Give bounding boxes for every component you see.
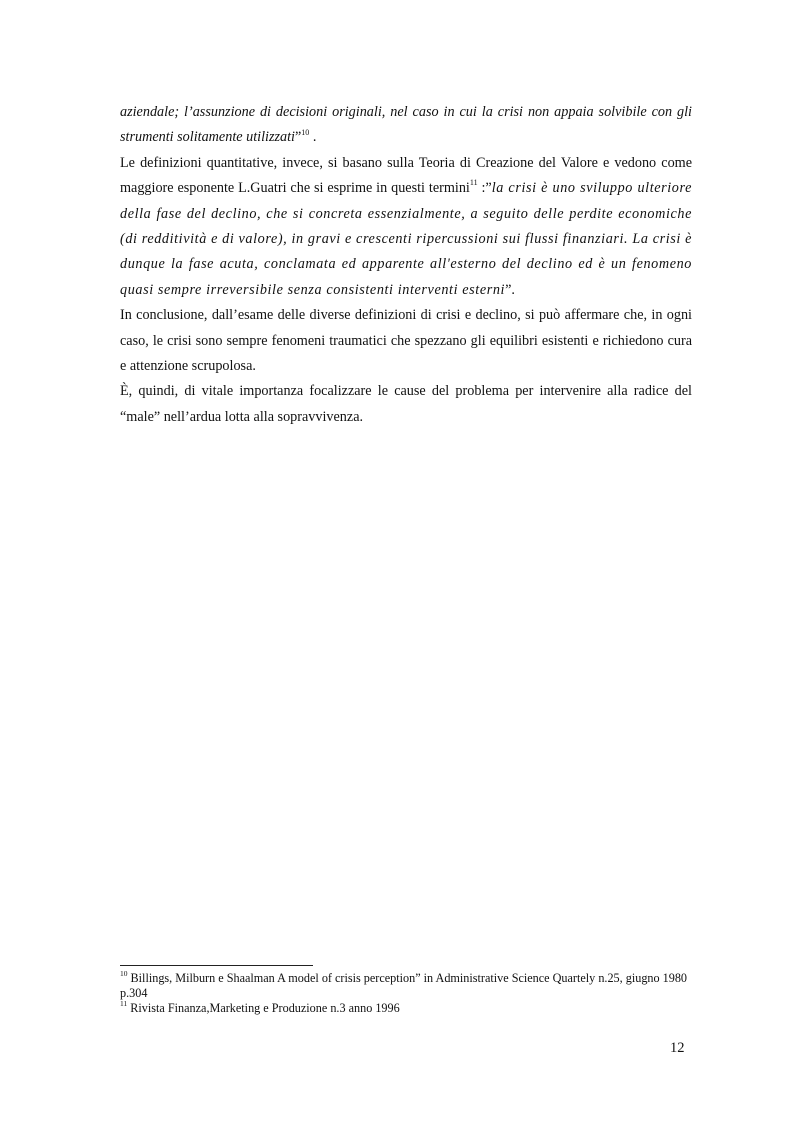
paragraph-2 xyxy=(120,151,692,303)
page-number: 12 xyxy=(670,1040,685,1056)
footnote-text: Rivista Finanza,Marketing e Produzione n.3 anno 1996 xyxy=(127,1001,400,1015)
footnote-text: Billings, Milburn e Shaalman A model of crisis perception” in Administrative Science Quartely n.25, giugno 1980 p.304 xyxy=(120,971,688,1000)
footnote-number: 11 xyxy=(120,998,128,1008)
body-text xyxy=(120,100,692,430)
footnote-ref-10[interactable]: 10 xyxy=(301,127,310,137)
footnote-ref-11[interactable]: 11 xyxy=(469,178,478,188)
guatri-quote: la crisi è uno sviluppo ulteriore della fase del declino, che si concreta essenzialmente, a seguito delle perdite economiche (di redditività e di valore), in gravi e crescenti ripercussioni sui flussi finanziari. La crisi è dunque la fase acuta, conclamata ed apparente all'esterno del declino ed è un fenomeno quasi sempre irreversibile senza consistenti interventi esterni xyxy=(120,180,692,298)
quote-end: ”. xyxy=(505,281,515,298)
paragraph-4: È, quindi, di vitale importanza focalizzare le cause del problema per intervenire alla radice del “male” nell’ardua lotta alla sopravvivenza. xyxy=(120,383,692,425)
paragraph-3: In conclusione, dall’esame delle diverse definizioni di crisi e declino, si può affermare che, in ogni caso, le crisi sono sempre fenomeni traumatici che spezzano gli equilibri esistenti e richiedono cura e attenzione scrupolosa. xyxy=(120,307,692,375)
footnotes xyxy=(120,968,692,1016)
footnote-10 xyxy=(120,968,692,1001)
opening-quote: :” xyxy=(477,180,492,197)
footnote-11 xyxy=(120,998,692,1016)
footnote-separator xyxy=(120,965,313,966)
footnote-number: 10 xyxy=(120,968,128,978)
paragraph-2-text: Le definizioni quantitative, invece, si basano sulla Teoria di Creazione del Valore e vedono come maggiore esponente L.Guatri che si esprime in questi termini xyxy=(120,154,692,197)
sentence-end: . xyxy=(309,129,317,146)
paragraph-1 xyxy=(120,100,692,151)
closing-quote: ” xyxy=(294,129,302,146)
quote-text: aziendale; l’assunzione di decisioni originali, nel caso in cui la crisi non appaia solvibile con gli strumenti solitamente utilizzati xyxy=(120,104,692,146)
